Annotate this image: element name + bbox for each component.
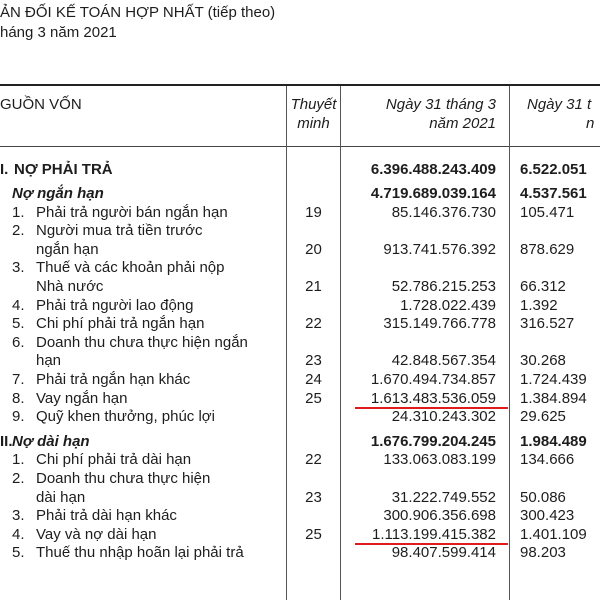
column-header-prior-1: Ngày 31 t: [527, 96, 592, 113]
row-value-current: 1.613.483.536.059: [370, 389, 496, 407]
row-label: Vay và nợ dài hạn: [36, 525, 157, 543]
row-value-current: 1.728.022.439: [400, 296, 496, 314]
row-note: 24: [305, 371, 322, 388]
row-label: Phải trả ngắn hạn khác: [36, 371, 191, 388]
row-value-prior: 300.423: [520, 507, 575, 525]
row-label: Phải trả người lao động: [36, 296, 194, 314]
row-value-current: 98.407.599.414: [391, 544, 496, 562]
row-number: 2.: [12, 222, 25, 240]
row-label: Người mua trả tiền trước: [36, 222, 203, 240]
row-note: 21: [305, 278, 322, 295]
column-header-note-1: Thuyết: [290, 96, 337, 113]
row-value-prior: 30.268: [520, 352, 566, 370]
row-label: Phải trả người bán ngắn hạn: [36, 203, 228, 221]
row-value-current: 42.848.567.354: [391, 352, 496, 370]
row-value-current: 315.149.766.778: [383, 315, 496, 333]
row-number: 5.: [12, 544, 25, 562]
row-value-prior: 1.384.894: [520, 389, 587, 407]
row-number: I.: [0, 161, 9, 178]
row-note: 25: [305, 525, 322, 543]
row-value-prior: 316.527: [520, 315, 575, 333]
row-number: II.: [0, 432, 13, 450]
column-header-prior-2: n: [586, 115, 595, 132]
row-value-prior: 878.629: [520, 240, 575, 258]
row-note: 22: [305, 451, 322, 469]
column-header-current-2: năm 2021: [429, 115, 496, 132]
row-number: 7.: [12, 371, 25, 388]
row-note: 19: [305, 203, 322, 221]
row-note: 25: [305, 389, 322, 407]
row-number: 2.: [12, 470, 25, 487]
row-number: 5.: [12, 315, 25, 333]
row-value-current: 300.906.356.698: [383, 507, 496, 525]
row-value-current: 85.146.376.730: [391, 203, 496, 221]
row-number: 8.: [12, 389, 25, 407]
row-value-prior: 98.203: [520, 544, 566, 562]
row-value-prior: 1.724.439: [520, 371, 587, 388]
row-value-current: 913.741.576.392: [383, 240, 496, 258]
row-label: Nhà nước: [36, 278, 104, 295]
row-label: Vay ngắn hạn: [36, 389, 128, 407]
row-note: 23: [305, 488, 322, 506]
row-number: 4.: [12, 525, 25, 543]
row-label: Phải trả dài hạn khác: [36, 507, 177, 525]
row-value-current: 133.063.083.199: [383, 451, 496, 469]
row-number: 9.: [12, 408, 25, 426]
column-header-note-2: minh: [297, 115, 330, 132]
row-value-prior: 6.522.051: [520, 161, 587, 178]
row-value-prior: 1.392: [520, 296, 558, 314]
row-note: 22: [305, 315, 322, 333]
column-header-current-1: Ngày 31 tháng 3: [385, 96, 496, 113]
subsection-heading: Nợ ngắn hạn: [12, 185, 104, 202]
row-value-prior: 29.625: [520, 408, 566, 426]
row-value-current: 1.670.494.734.857: [370, 371, 496, 388]
row-value-prior: 105.471: [520, 203, 575, 221]
subsection-heading: Nợ dài hạn: [12, 432, 90, 450]
row-label: Chi phí phải trả ngắn hạn: [36, 315, 205, 333]
row-value-current: 4.719.689.039.164: [370, 185, 496, 202]
row-number: 3.: [12, 507, 25, 525]
row-number: 3.: [12, 259, 25, 277]
row-label: ngắn hạn: [36, 240, 99, 258]
row-label: Thuế và các khoản phải nộp: [36, 259, 225, 277]
row-value-prior: 1.984.489: [520, 432, 587, 450]
row-label: Doanh thu chưa thực hiện: [36, 470, 211, 487]
row-number: 1.: [12, 203, 25, 221]
row-label: Quỹ khen thưởng, phúc lợi: [36, 408, 215, 426]
row-label: hạn: [36, 352, 62, 370]
row-value-current: 1.113.199.415.382: [371, 525, 496, 543]
row-number: 6.: [12, 333, 25, 351]
row-note: 23: [305, 352, 322, 370]
row-note: 20: [305, 240, 322, 258]
row-value-current: 24.310.243.302: [391, 408, 496, 426]
row-label: Chi phí phải trả dài hạn: [36, 451, 192, 469]
row-value-current: 6.396.488.243.409: [370, 161, 496, 178]
row-label: Thuế thu nhập hoãn lại phải trả: [36, 544, 244, 562]
row-value-prior: 4.537.561: [520, 185, 587, 202]
row-label: Doanh thu chưa thực hiện ngắn: [36, 333, 248, 351]
row-value-current: 52.786.215.253: [391, 278, 496, 295]
row-value-prior: 1.401.109: [520, 525, 587, 543]
section-heading: NỢ PHẢI TRẢ: [14, 161, 113, 178]
row-value-prior: 134.666: [520, 451, 575, 469]
row-label: dài hạn: [36, 488, 86, 506]
row-value-current: 31.222.749.552: [391, 488, 496, 506]
row-number: 1.: [12, 451, 25, 469]
row-value-prior: 66.312: [520, 278, 566, 295]
row-number: 4.: [12, 296, 25, 314]
row-value-current: 1.676.799.204.245: [370, 432, 496, 450]
row-value-prior: 50.086: [520, 488, 566, 506]
report-title: ẢN ĐỐI KẾ TOÁN HỢP NHẤT (tiếp theo): [0, 4, 276, 21]
report-date: háng 3 năm 2021: [0, 24, 117, 41]
column-header-source: GUỒN VỐN: [0, 96, 82, 113]
